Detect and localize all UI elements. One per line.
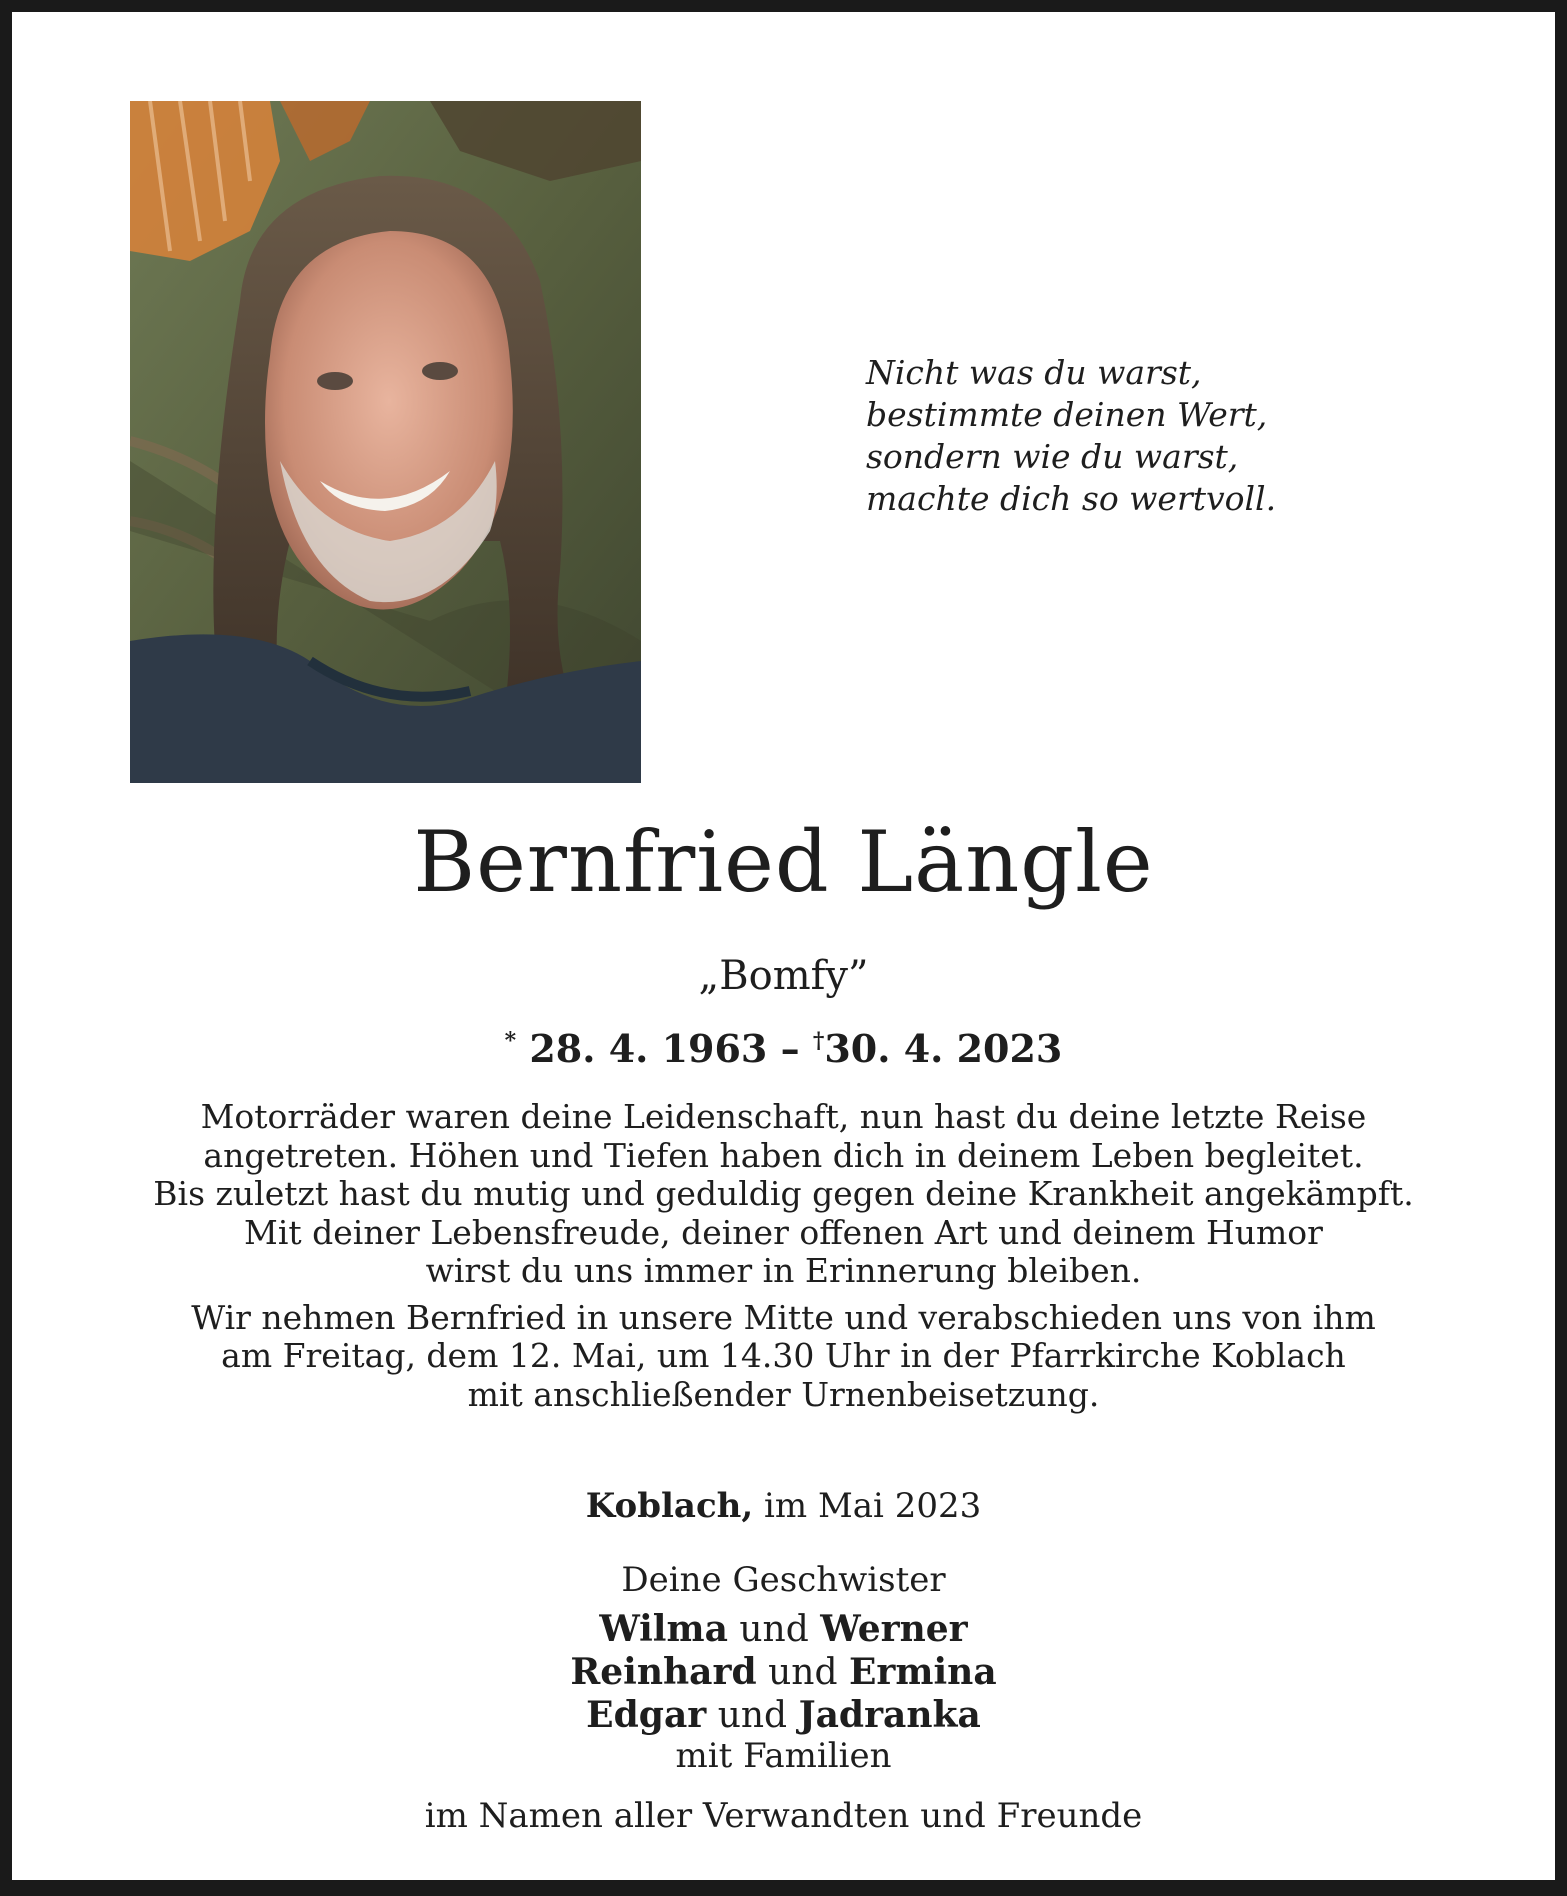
quote-line: bestimmte deinen Wert, [866,395,1268,434]
death-symbol: † [812,1028,825,1054]
quote-line: sondern wie du warst, [866,437,1239,476]
connector: und [717,1695,788,1736]
families-note: mit Familien [675,1736,892,1776]
mourner-list [0,1608,1567,1737]
text-line: wirst du uns immer in Erinnerung bleiben. [425,1251,1142,1290]
mourner-couple [0,1608,1567,1651]
text-line: Wir nehmen Bernfried in unsere Mitte und verabschieden uns von ihm [191,1297,1376,1337]
birth-date: 28. 4. 1963 [529,1026,768,1071]
mourner-name: Ermina [848,1651,997,1693]
portrait-photo [130,101,641,783]
mourner-name: Werner [820,1608,968,1650]
place-date [0,1484,1567,1528]
deceased-nickname: „Bomfy” [698,953,869,999]
mourner-name: Edgar [586,1694,707,1736]
text-line: Motorräder waren deine Leidenschaft, nun hast du deine letzte Reise [200,1097,1367,1136]
text-line: Mit deiner Lebensfreude, deiner offenen Art und deinem Humor [244,1212,1323,1252]
birth-symbol: * [504,1028,517,1054]
connector: und [768,1652,838,1693]
obituary-text [0,1098,1567,1414]
mourner-name: Wilma [599,1608,728,1650]
quote-line: machte dich so wertvoll. [866,479,1277,518]
mourner-couple [0,1651,1567,1694]
text-line: am Freitag, dem 12. Mai, um 14.30 Uhr in der Pfarrkirche Koblach [221,1336,1346,1375]
siblings-intro: Deine Geschwister [621,1560,946,1600]
text-line: mit anschließender Urnenbeisetzung. [467,1374,1100,1414]
place: Koblach, [585,1486,754,1526]
closing-line: im Namen aller Verwandten und Freunde [424,1796,1143,1836]
text-line: Bis zuletzt hast du mutig und geduldig gegen deine Krankheit angekämpft. [153,1174,1414,1213]
life-dates [0,1017,1567,1073]
mourner-name: Jadranka [798,1694,981,1736]
date: im Mai 2023 [764,1486,982,1526]
deceased-name: Bernfried Längle [413,813,1154,911]
text-line: angetreten. Höhen und Tiefen haben dich in deinem Leben begleitet. [203,1135,1364,1175]
quote-line: Nicht was du warst, [866,353,1202,392]
mourner-name: Reinhard [570,1651,757,1693]
date-separator: – [780,1026,800,1071]
quote [866,352,1386,520]
connector: und [739,1609,809,1650]
mourner-couple [0,1694,1567,1737]
portrait-image [130,101,641,783]
death-date: 30. 4. 2023 [824,1026,1063,1071]
